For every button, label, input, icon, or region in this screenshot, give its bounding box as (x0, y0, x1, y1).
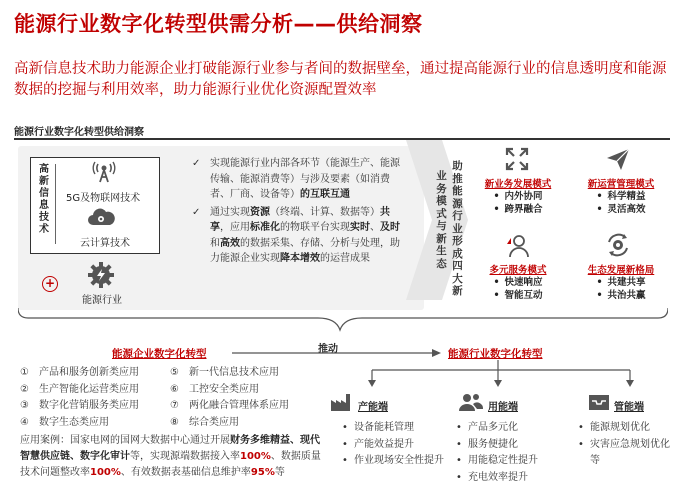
inbox-icon (588, 392, 610, 412)
chevron-text-col1: 业务模式与新生态 (436, 170, 447, 270)
bullet-item: ✓ 实现能源行业内部各环节（能源生产、能源传输、能源消费等）与涉及要素（如消费者、厂商、设备等）的互联互通 (192, 158, 400, 200)
gear-cycle-icon (605, 232, 631, 258)
list-item: ④ 数字生态类应用 (20, 416, 109, 428)
case-study: 应用案例：国家电网的国网大数据中心通过开展财务多维精益、现代智慧供应链、数字化审计等，实现源端数据接入率100%、数据质量技术问题整改率100%、有效数据表基础信息维护率95%等 (20, 435, 321, 478)
list-item: • 产品多元化 (456, 420, 564, 437)
check-icon: ✓ (192, 158, 201, 169)
list-item: • 能源规划优化 (578, 420, 674, 437)
end-title-consumption: 用能端 (488, 402, 518, 413)
tech-item-5g: 5G及物联网技术 (66, 193, 141, 204)
list-item: • 用能稳定性提升 (456, 453, 564, 470)
mode-new-operation: 新运营管理模式 • 科学精益 • 灵活高效 (578, 176, 664, 216)
cloud-gear-icon (86, 205, 116, 229)
list-item: • 充电效率提升 (456, 470, 564, 487)
drive-label: 推动 (318, 344, 338, 355)
page-title: 能源行业数字化转型供需分析——供给洞察 (14, 12, 423, 36)
mode-new-business: 新业务发展模式 • 内外协同 • 跨界融合 (478, 176, 558, 216)
end-list-production (342, 420, 446, 470)
bullet-item: ✓ 通过实现资源（终端、计算、数据等）共享，应用标准化的物联平台实现实时、及时和高效的数据采集、存储、分析与处理，助力能源企业实现降本增效的运营成果 (192, 206, 400, 264)
list-item: • 作业现场安全性提升 (342, 453, 446, 470)
app-list-b (170, 365, 289, 431)
bracket-connector (18, 308, 668, 338)
list-item: • 灾害应急规划优化等 (578, 437, 674, 470)
section-label: 能源行业数字化转型供给洞察 (14, 127, 144, 138)
tech-separator (55, 164, 56, 244)
chevron-text-col2: 助推能源行业形成四大新 (452, 160, 463, 297)
end-title-management: 管能端 (614, 402, 644, 413)
app-list-a (20, 365, 139, 431)
end-list-management (578, 420, 674, 470)
branch-lines (368, 360, 638, 388)
list-item: ① 产品和服务创新类应用 (20, 367, 139, 378)
supply-bullets (192, 156, 402, 269)
list-item: ⑤ 新一代信息技术应用 (170, 367, 279, 378)
page-subtitle: 高新信息技术助力能源企业打破能源行业参与者间的数据壁垒，通过提高能源行业的信息透明度和能源数据的挖掘与利用效率，助力能源行业优化资源配置效率 (14, 61, 667, 98)
signal-tower-icon (92, 160, 116, 184)
left-section-title: 能源企业数字化转型 (112, 348, 207, 360)
list-item: ③ 数字化营销服务类应用 (20, 400, 139, 411)
expand-icon (504, 146, 530, 172)
mode-ecosystem: 生态发展新格局 • 共建共享 • 共治共赢 (578, 262, 664, 302)
end-list-consumption (456, 420, 564, 486)
right-section-title: 能源行业数字化转型 (448, 348, 543, 360)
factory-icon (330, 392, 352, 412)
list-item: ⑥ 工控安全类应用 (170, 383, 259, 395)
list-item: • 产能效益提升 (342, 437, 446, 454)
drive-arrow (232, 348, 442, 358)
paper-plane-icon (605, 146, 631, 172)
plus-icon: + (42, 276, 58, 292)
list-item: ⑦ 两化融合管理体系应用 (170, 400, 289, 411)
tech-item-cloud: 云计算技术 (80, 238, 130, 249)
tech-vertical-label: 高新信息技术 (39, 164, 49, 235)
energy-industry-label: 能源行业 (82, 295, 122, 306)
check-icon: ✓ (192, 206, 201, 218)
list-item: • 服务便捷化 (456, 437, 564, 454)
list-item: ⑧ 综合类应用 (170, 416, 239, 428)
energy-gear-icon (86, 260, 116, 290)
mode-service: 多元服务模式 • 快速响应 • 智能互动 (478, 262, 558, 302)
users-icon (458, 392, 484, 412)
service-person-icon (505, 232, 531, 258)
section-divider (14, 138, 670, 140)
list-item: ② 生产智能化运营类应用 (20, 383, 139, 395)
list-item: • 设备能耗管理 (342, 420, 446, 437)
end-title-production: 产能端 (358, 402, 388, 413)
